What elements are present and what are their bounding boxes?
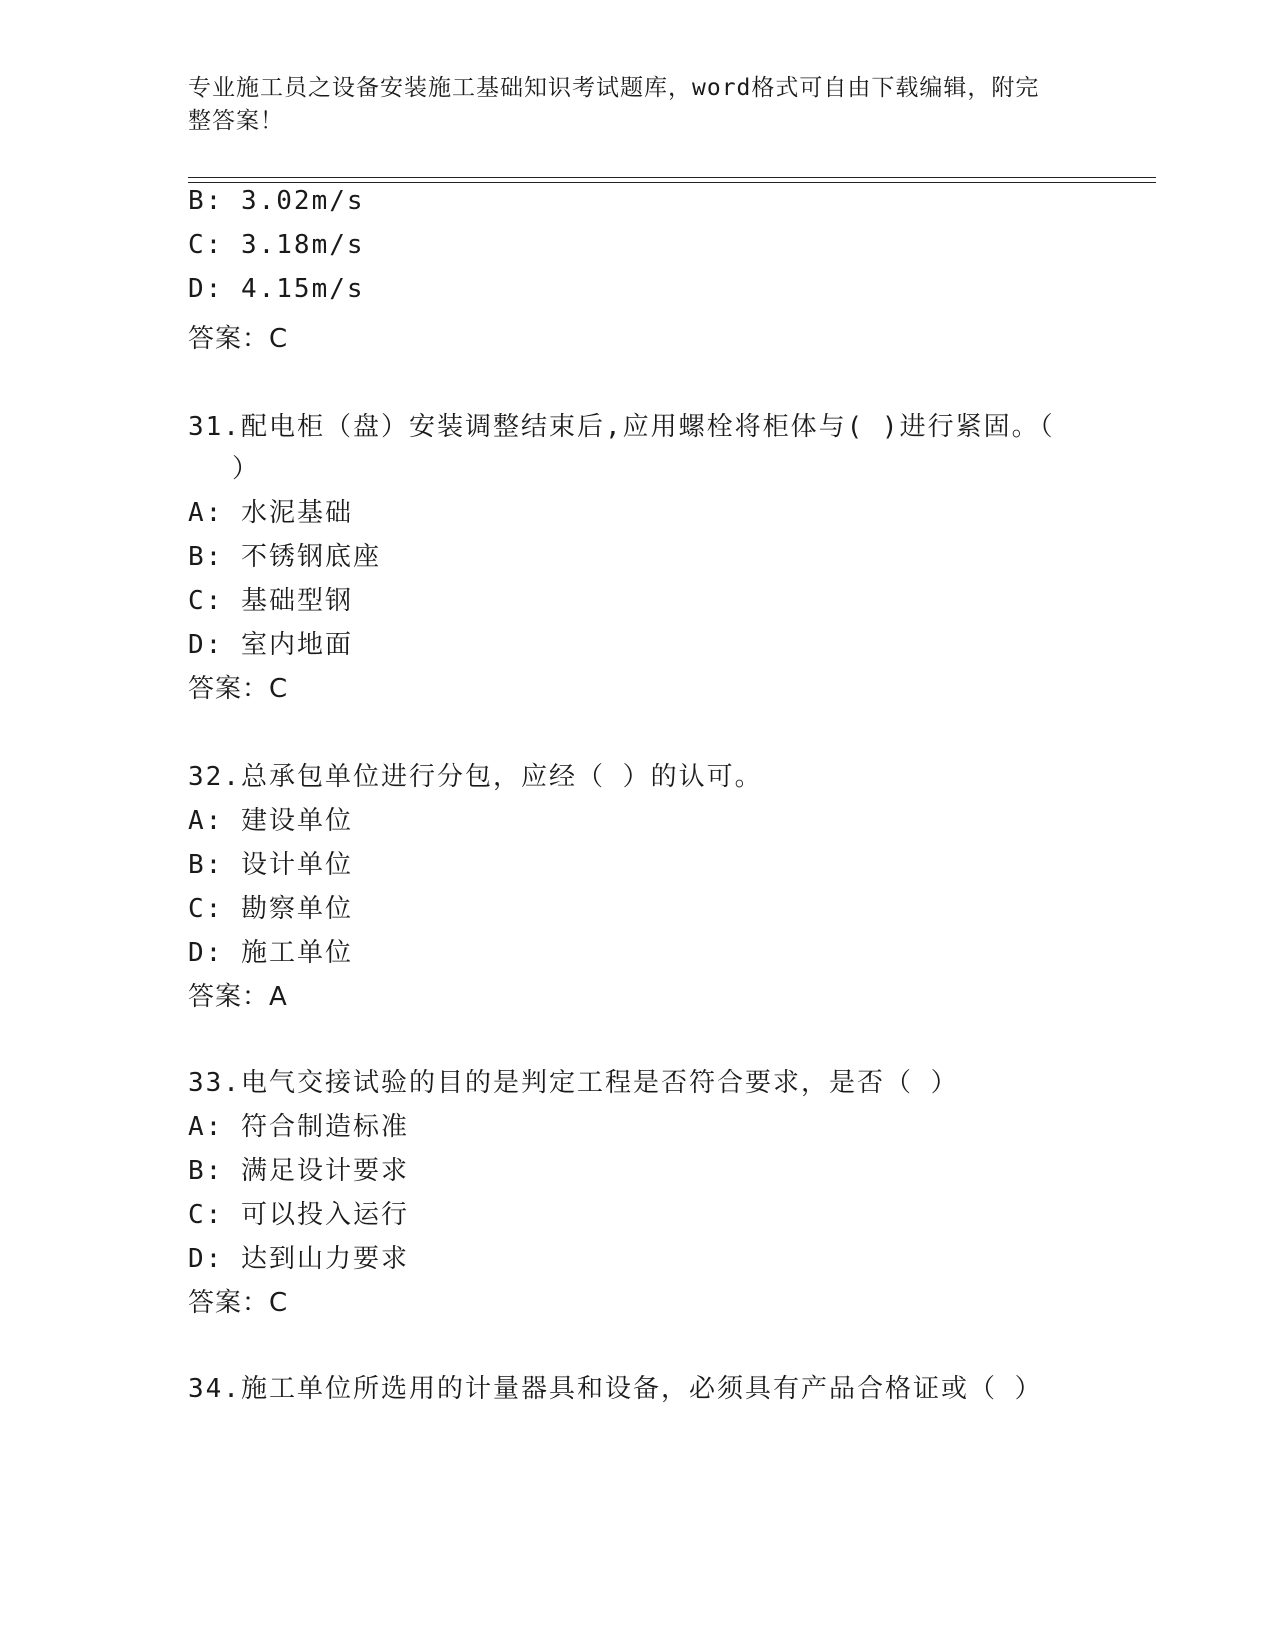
q33-option-d: D: 达到山力要求: [188, 1244, 409, 1274]
header-line-1: 专业施工员之设备安装施工基础知识考试题库，word格式可自由下载编辑，附完: [188, 75, 1040, 101]
prev-option-b: B: 3.02m/s: [188, 186, 365, 216]
header-rule-bottom: [188, 182, 1156, 183]
q33-answer: 答案：C: [188, 1288, 289, 1318]
prev-option-d: D: 4.15m/s: [188, 274, 365, 304]
document-header: [188, 72, 1068, 138]
q34-stem: 34.施工单位所选用的计量器具和设备，必须具有产品合格证或（ ）: [188, 1374, 1043, 1404]
q33-stem: 33.电气交接试验的目的是判定工程是否符合要求，是否（ ）: [188, 1068, 959, 1098]
q31-stem-cont: ）: [232, 454, 261, 484]
q32-answer: 答案：A: [188, 982, 288, 1012]
q31-option-b: B: 不锈钢底座: [188, 542, 381, 572]
q32-stem: 32.总承包单位进行分包，应经（ ）的认可。: [188, 762, 763, 792]
q32-option-a: A: 建设单位: [188, 806, 353, 836]
q31-option-c: C: 基础型钢: [188, 586, 353, 616]
q33-option-a: A: 符合制造标准: [188, 1112, 409, 1142]
q31-option-a: A: 水泥基础: [188, 498, 353, 528]
header-rule-top: [188, 177, 1156, 178]
q32-option-c: C: 勘察单位: [188, 894, 353, 924]
q33-option-b: B: 满足设计要求: [188, 1156, 409, 1186]
q32-option-d: D: 施工单位: [188, 938, 353, 968]
header-line-2: 整答案！: [188, 108, 284, 134]
prev-answer: 答案：C: [188, 324, 289, 354]
q32-option-b: B: 设计单位: [188, 850, 353, 880]
q31-option-d: D: 室内地面: [188, 630, 353, 660]
q31-answer: 答案：C: [188, 674, 289, 704]
q31-stem: 31.配电柜（盘）安装调整结束后,应用螺栓将柜体与( )进行紧固。（: [188, 412, 1055, 442]
prev-option-c: C: 3.18m/s: [188, 230, 365, 260]
q33-option-c: C: 可以投入运行: [188, 1200, 409, 1230]
